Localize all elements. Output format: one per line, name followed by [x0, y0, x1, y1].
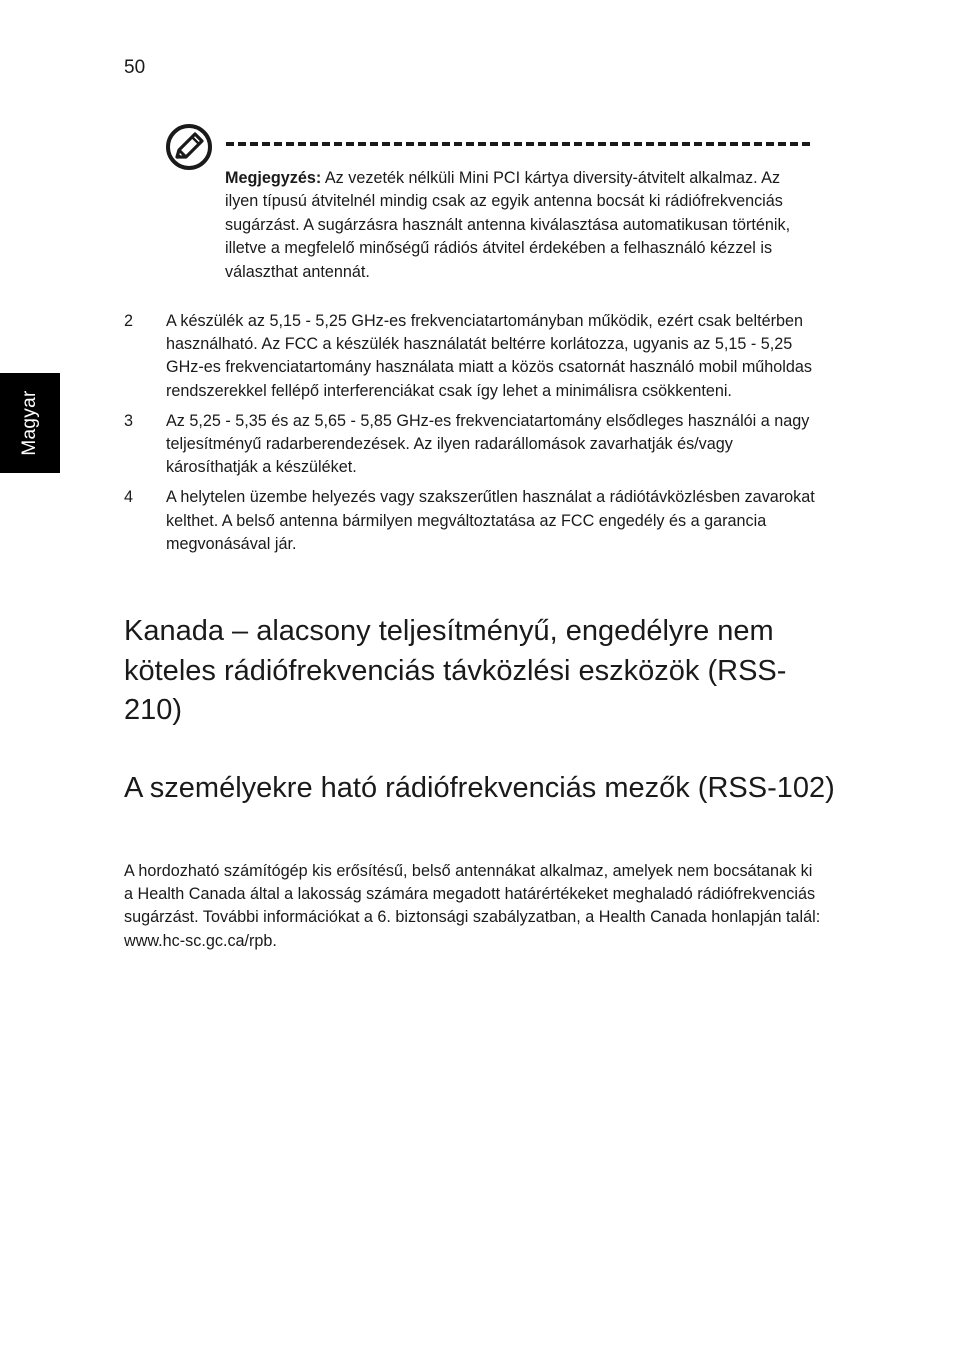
list-item: [124, 410, 824, 480]
list-item-number: 4: [124, 488, 134, 507]
list-item: [124, 486, 824, 556]
section-heading-canada: Kanada – alacsony teljesítményű, engedélyre nem köteles rádiófrekvenciás távközlési eszközök (RSS-210): [124, 615, 787, 726]
note-label: Megjegyzés:: [225, 169, 322, 187]
list-item-number: 3: [124, 411, 134, 430]
list-item: [124, 310, 824, 403]
list-item-text: A készülék az 5,15 - 5,25 GHz-es frekvenciatartományban működik, ezért csak beltérben használható. Az FCC a készülék használatát beltérre korlátozza, ugyanis az 5,15 - 5,25 GHz-es frekvenciatartomány használata miatt a közös csatornát használó mobil műholdas rendszerekkel fellépő interferenciákat csak így lehet a minimálisra csökkenteni.: [166, 312, 813, 400]
list-item-text: A helytelen üzembe helyezés vagy szakszerűtlen használat a rádiótávközlésben zavarokat kelthet. A belső antenna bármilyen megváltoztatása az FCC engedély és a garancia megvonásával jár.: [166, 488, 815, 553]
list-item-number: 2: [124, 312, 134, 330]
side-tab-label: Magyar: [19, 390, 40, 456]
rf-fields-paragraph: A hordozható számítógép kis erősítésű, belső antennákat alkalmaz, amelyek nem bocsátanak ki a Health Canada által a lakosság számára megadott határértékeket meghaladó rádiófrekvenciás sugárzást. További információkat a 6. biztonsági szabályzatban, a Health Canada honlapján talál: www.hc-sc.gc.ca/rpb.: [124, 862, 821, 950]
language-side-tab: [0, 373, 60, 473]
list-item-text: Az 5,25 - 5,35 és az 5,65 - 5,85 GHz-es frekvenciatartomány elsődleges használói a nagy teljesítményű radarberendezések. Az ilyen radarállomások zavarhatják és/vagy károsíthatják a készüléket.: [166, 411, 810, 477]
numbered-list: [124, 310, 824, 563]
note-text: [225, 167, 815, 284]
page-number: 50: [124, 57, 146, 78]
note-icon: [166, 124, 212, 170]
note-body: Az vezeték nélküli Mini PCI kártya diversity-átvitelt alkalmaz. Az ilyen típusú átvitelnél mindig csak az egyik antenna bocsát ki rádiófrekvenciás sugárzást. A sugárzásra használt antenna kiválasztása automatikusan történik, illetve a megfelelő minőségű rádiós átvitel érdekében a felhasználó kézzel is választhat antennát.: [225, 169, 791, 281]
section-heading-rf-fields: A személyekre ható rádiófrekvenciás mezők (RSS-102): [124, 772, 835, 804]
note-dashed-rule: [226, 142, 810, 146]
